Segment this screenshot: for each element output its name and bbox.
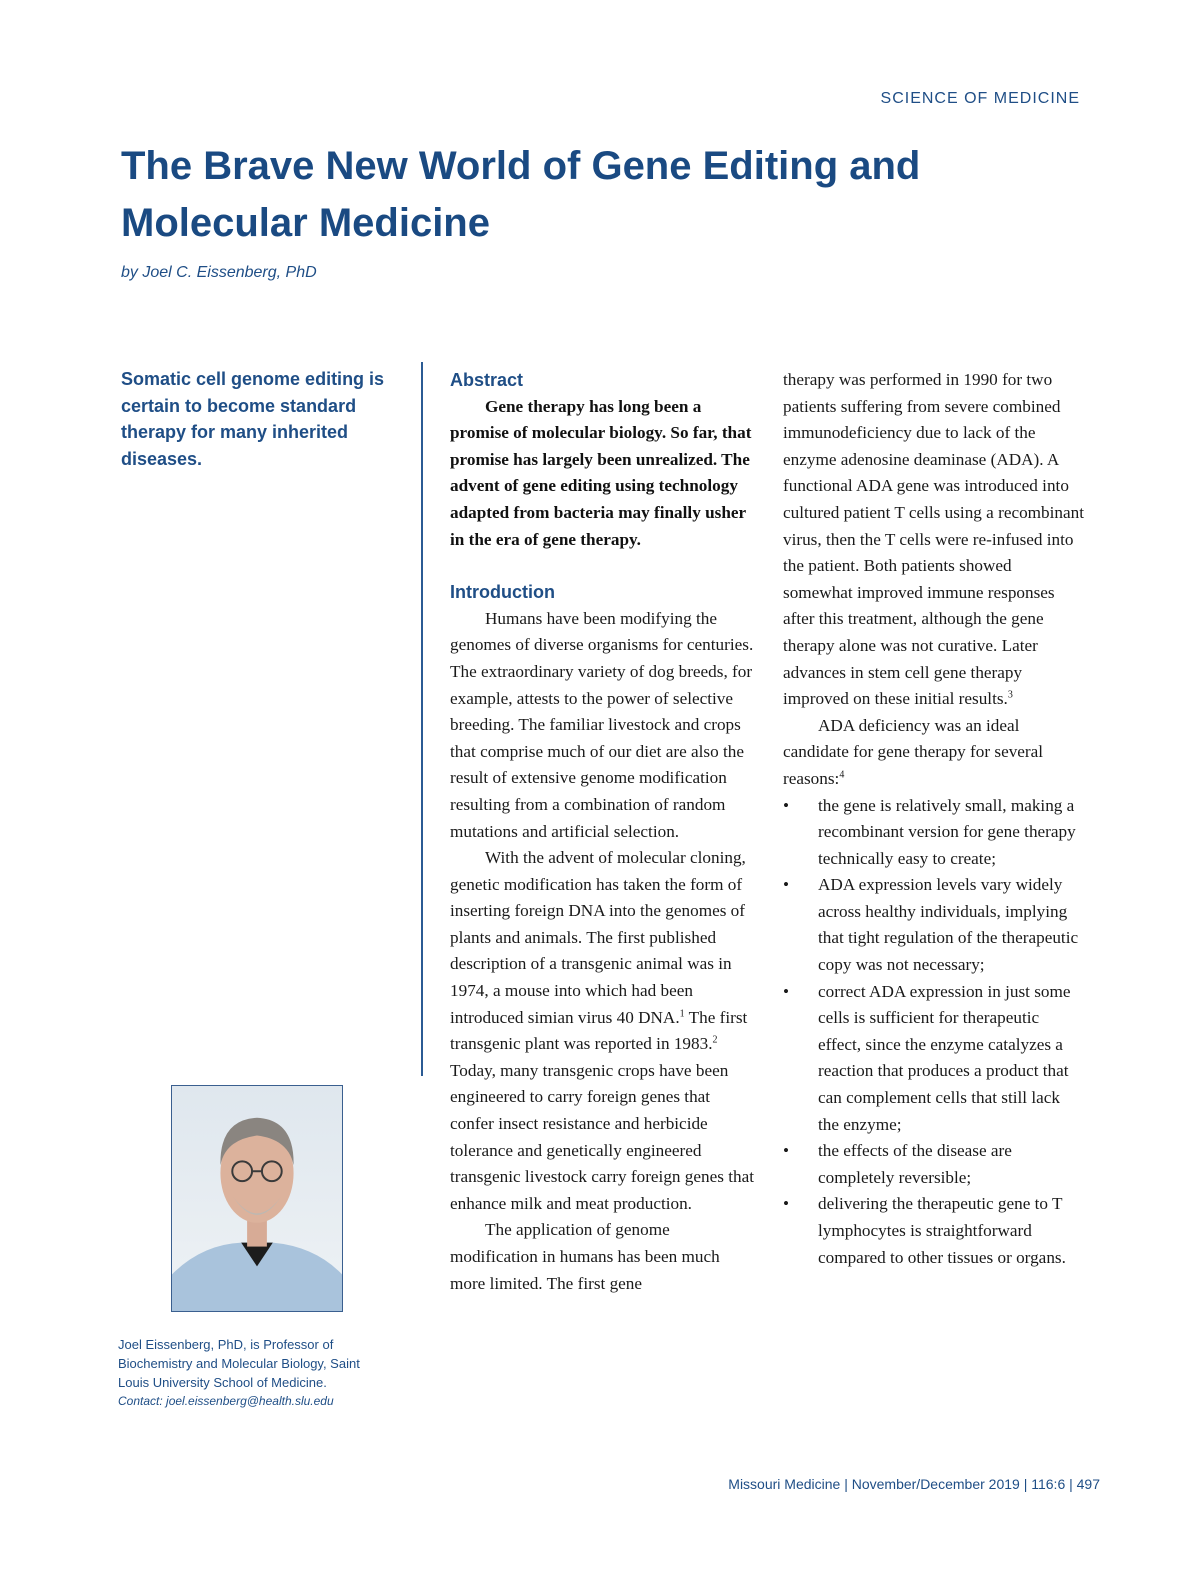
bullet-icon: • bbox=[783, 795, 790, 815]
byline: by Joel C. Eissenberg, PhD bbox=[121, 264, 317, 281]
list-item bbox=[783, 979, 1085, 1139]
bullet-icon: • bbox=[783, 1141, 790, 1161]
intro-paragraph-2 bbox=[450, 845, 758, 1217]
list-item bbox=[783, 793, 1085, 873]
list-item bbox=[783, 1138, 1085, 1191]
abstract-text: Gene therapy has long been a promise of molecular biology. So far, that promise has largely been unrealized. The advent of gene editing using technology adapted from bacteria may finally usher in the era of gene therapy. bbox=[450, 396, 752, 549]
intro-paragraph-2-part-c: Today, many transgenic crops have been engineered to carry foreign genes that confer insect resistance and herbicide tolerance and genetically engineered transgenic livestock carry foreign genes that enhance milk and meat production. bbox=[450, 1060, 755, 1213]
list-item bbox=[783, 1191, 1085, 1271]
abstract-heading: Abstract bbox=[450, 370, 524, 390]
reference-1: 1 bbox=[679, 1007, 685, 1019]
introduction-heading: Introduction bbox=[450, 582, 555, 603]
intro-paragraph-1: Humans have been modifying the genomes of diverse organisms for centuries. The extraordinary variety of dog breeds, for example, attests to the power of selective breeding. The familiar livestock and crops that comprise much of our diet are also the result of extensive genome modification resulting from a combination of random mutations and artificial selection. bbox=[450, 608, 754, 841]
author-contact: Contact: joel.eissenberg@health.slu.edu bbox=[118, 1394, 334, 1408]
reference-4: 4 bbox=[839, 769, 845, 781]
author-bio bbox=[118, 1335, 388, 1411]
page-footer: Missouri Medicine | November/December 2019 | 116:6 | 497 bbox=[728, 1476, 1100, 1492]
list-item-text: ADA expression levels vary widely across healthy individuals, implying that tight regulation of the therapeutic copy was not necessary; bbox=[818, 875, 1079, 975]
right-paragraph-2-text: ADA deficiency was an ideal candidate for gene therapy for several reasons: bbox=[783, 715, 1044, 788]
right-paragraph-1 bbox=[783, 367, 1085, 713]
reference-3: 3 bbox=[1007, 689, 1013, 701]
section-label: SCIENCE OF MEDICINE bbox=[880, 90, 1080, 107]
article-title: The Brave New World of Gene Editing and Molecular Medicine bbox=[121, 144, 921, 245]
reference-2: 2 bbox=[712, 1034, 718, 1046]
list-item-text: delivering the therapeutic gene to T lymphocytes is straightforward compared to other tissues or organs. bbox=[818, 1194, 1066, 1267]
column-divider bbox=[421, 362, 423, 1076]
list-item-text: correct ADA expression in just some cells is sufficient for therapeutic effect, since the enzyme catalyzes a reaction that produces a product that can complement cells that still lack the enzyme; bbox=[818, 981, 1071, 1134]
intro-paragraph-2-part-b: The first transgenic plant was reported in 1983. bbox=[450, 1007, 748, 1054]
bullet-icon: • bbox=[783, 1194, 790, 1214]
middle-column bbox=[450, 367, 758, 1297]
list-item-text: the effects of the disease are completely reversible; bbox=[818, 1141, 1012, 1187]
intro-paragraph-3: The application of genome modification in humans has been much more limited. The first gene bbox=[450, 1220, 720, 1293]
right-paragraph-2 bbox=[783, 713, 1085, 793]
list-item bbox=[783, 872, 1085, 978]
author-bio-text: Joel Eissenberg, PhD, is Professor of Biochemistry and Molecular Biology, Saint Louis University School of Medicine. bbox=[118, 1337, 360, 1390]
reasons-list bbox=[783, 793, 1085, 1272]
bullet-icon: • bbox=[783, 981, 790, 1001]
author-photo bbox=[171, 1085, 343, 1312]
bullet-icon: • bbox=[783, 875, 790, 895]
right-paragraph-1-text: therapy was performed in 1990 for two patients suffering from severe combined immunodeficiency due to lack of the enzyme adenosine deaminase (ADA). A functional ADA gene was introduced into cultured patient T cells using a recombinant virus, then the T cells were re-infused into the patient. Both patients showed somewhat improved immune responses after this treatment, although the gene therapy alone was not curative. Later advances in stem cell gene therapy improved on these initial results. bbox=[783, 370, 1085, 709]
pull-quote: Somatic cell genome editing is certain to become standard therapy for many inherited diseases. bbox=[121, 369, 385, 469]
list-item-text: the gene is relatively small, making a recombinant version for gene therapy technically easy to create; bbox=[818, 795, 1076, 868]
right-column bbox=[783, 367, 1085, 1271]
intro-paragraph-2-part-a: With the advent of molecular cloning, genetic modification has taken the form of inserting foreign DNA into the genomes of plants and animals. The first published description of a transgenic animal was in 1974, a mouse into which had been introduced simian virus 40 DNA. bbox=[450, 848, 746, 1027]
